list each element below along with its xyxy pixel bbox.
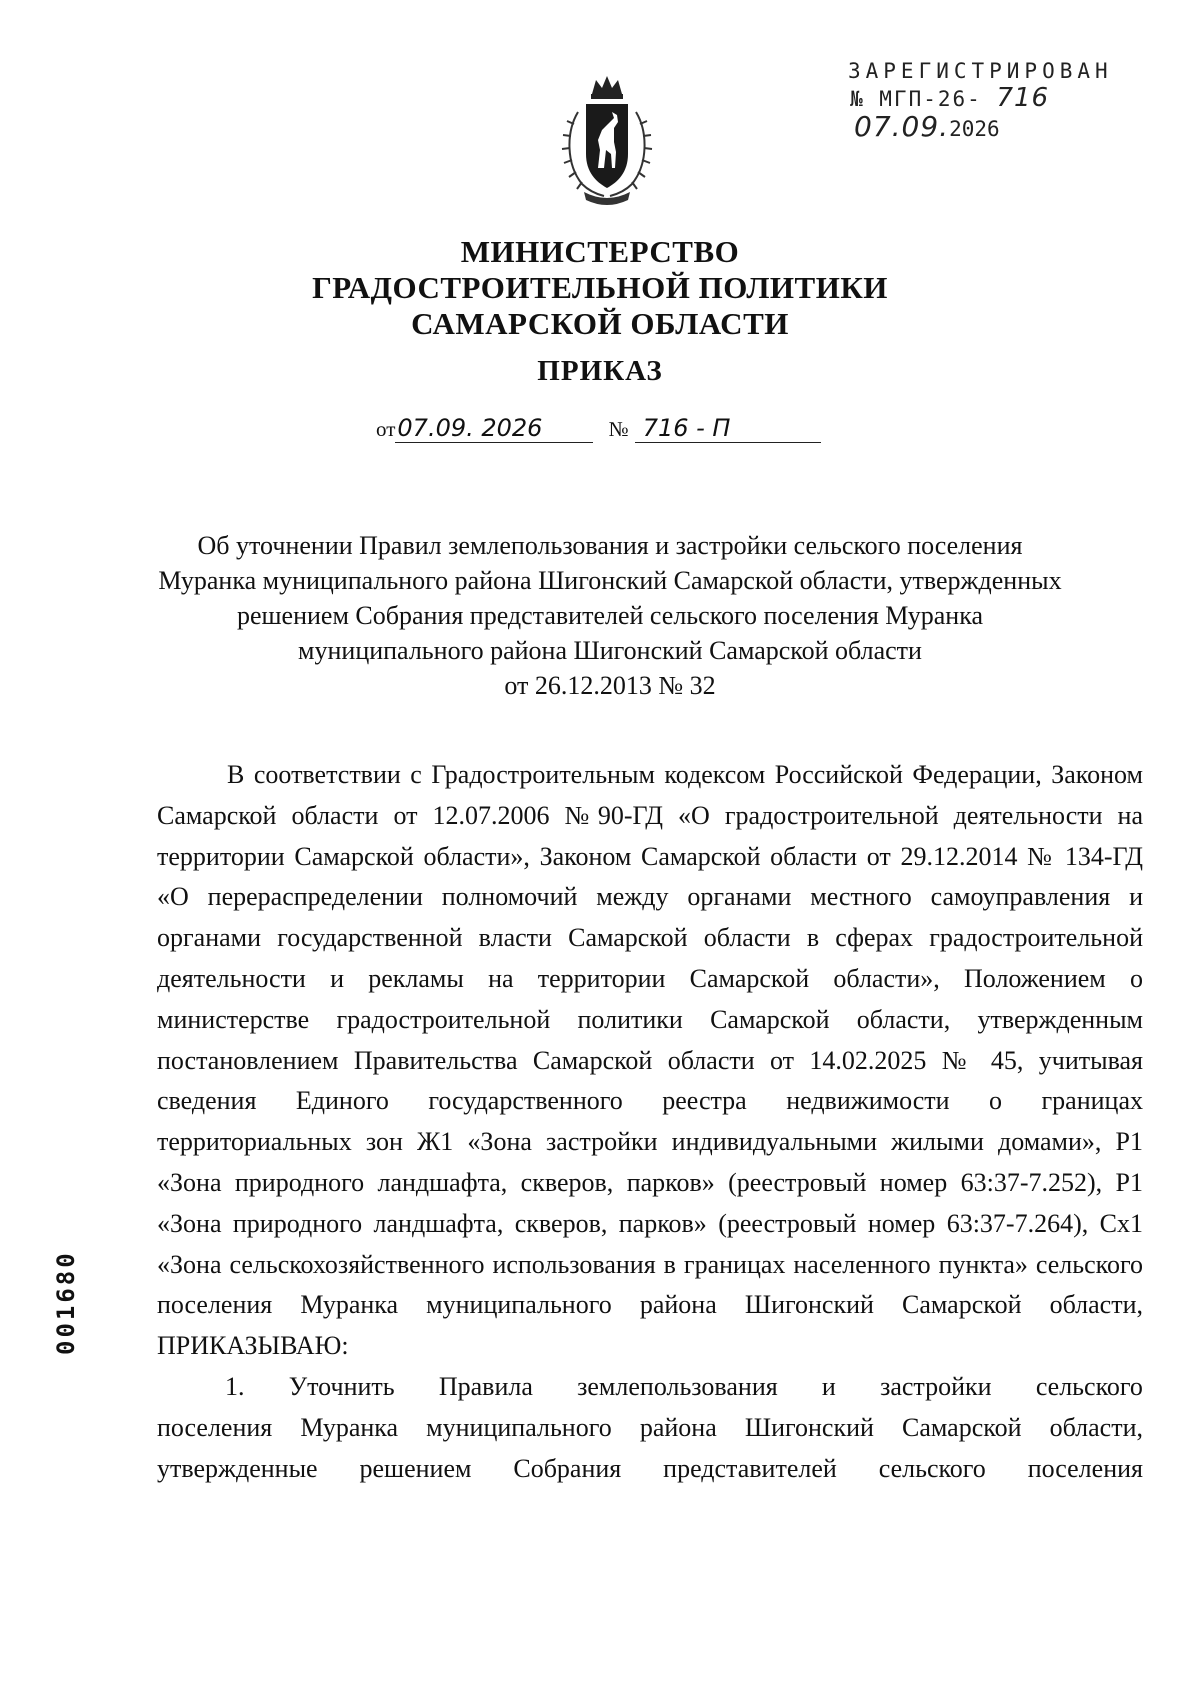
- order-number-field: 716 - П: [635, 414, 821, 443]
- stamp-number-handwritten: 716: [996, 83, 1050, 113]
- stamp-number-printed: № МГП-26-: [850, 87, 982, 111]
- order-subject: [150, 528, 1070, 703]
- item-1-first-line: [157, 1367, 1143, 1408]
- preamble-paragraph: В соответствии с Градостроительным кодексом Российской Федерации, Законом Самарской области от 12.07.2006 №90-ГД «О градостроительной деятельности на территории Самарской области», Законом Самарской области от 29.12.2014 № 134-ГД «О перераспределении полномочий между органами местного самоуправления и органами государственной власти Самарской области в сферах градостроительной деятельности и рекламы на территории Самарской области», Положением о министерстве градостроительной политики Самарской области, утвержденным постановлением Правительства Самарской области от 14.02.2025 № 45, учитывая сведения Единого государственного реестра недвижимости о границах территориальных зон Ж1 «Зона застройки индивидуальными жилыми домами», Р1 «Зона природного ландшафта, скверов, парков» (реестровый номер 63:37-7.252), Р1 «Зона природного ландшафта, скверов, парков» (реестровый номер 63:37-7.264), Сх1 «Зона сельскохозяйственного использования в границах населенного пункта» сельского поселения Муранка муниципального района Шигонский Самарской области, ПРИКАЗЫВАЮ:: [157, 760, 1143, 1361]
- ministry-heading: [0, 234, 1200, 342]
- ministry-line: ГРАДОСТРОИТЕЛЬНОЙ ПОЛИТИКИ: [312, 270, 888, 305]
- ministry-line: МИНИСТЕРСТВО: [460, 234, 740, 269]
- item-1-continuation: поселения Муранка муниципального района Шигонский Самарской области, утвержденные решением Собрания представителей сельского поселения: [157, 1412, 1143, 1483]
- order-title: ПРИКАЗ: [537, 355, 663, 387]
- item-1-word: Правила: [438, 1371, 533, 1401]
- subject-line: муниципального района Шигонский Самарской области: [298, 636, 922, 665]
- stamp-number-line: [848, 85, 1148, 113]
- stamp-date-printed: 2026: [949, 117, 1000, 141]
- item-1-word: землепользования: [577, 1371, 778, 1401]
- item-1-number: 1.: [225, 1371, 245, 1401]
- stamp-date-handwritten: 07.09.: [854, 110, 950, 143]
- stamp-date-line: [848, 110, 1148, 143]
- item-1-word: и: [821, 1371, 836, 1401]
- item-1-word: Уточнить: [288, 1371, 395, 1401]
- order-body: [157, 755, 1143, 1489]
- subject-line: Муранка муниципального района Шигонский Самарской области, утвержденных: [158, 566, 1062, 595]
- order-date-number-line: [376, 414, 821, 443]
- stamp-registered-label: ЗАРЕГИСТРИРОВАН: [848, 59, 1113, 83]
- coat-of-arms-emblem: [548, 72, 666, 212]
- ministry-line: САМАРСКОЙ ОБЛАСТИ: [411, 306, 789, 341]
- item-1-word: сельского: [1035, 1371, 1143, 1401]
- side-serial-number: 001680: [52, 1250, 80, 1355]
- order-date-field: 07.09. 2026: [395, 414, 593, 443]
- subject-line: от 26.12.2013 № 32: [504, 671, 716, 700]
- item-1-word: застройки: [880, 1371, 992, 1401]
- subject-line: Об уточнении Правил землепользования и застройки сельского поселения: [197, 531, 1023, 560]
- number-sign-label: №: [608, 417, 629, 441]
- date-from-label: от: [376, 417, 396, 441]
- subject-line: решением Собрания представителей сельского поселения Муранка: [236, 601, 983, 630]
- registration-stamp: [848, 58, 1148, 143]
